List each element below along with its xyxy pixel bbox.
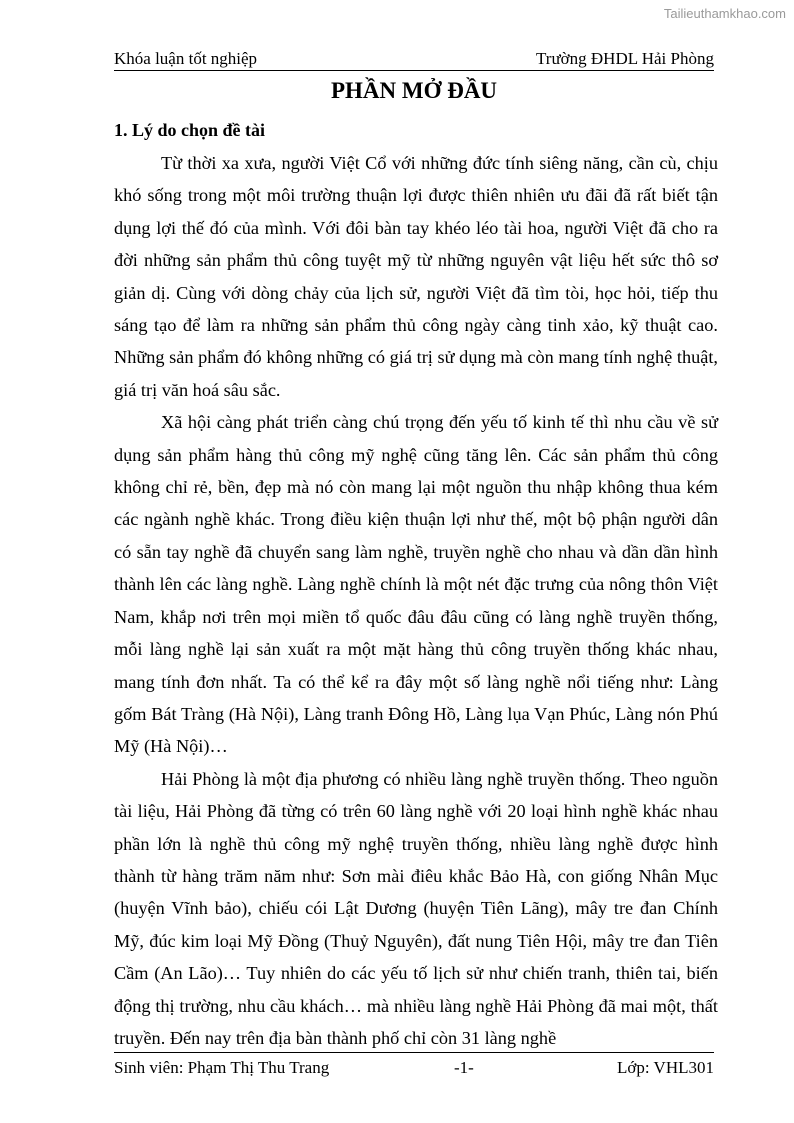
paragraph-2: Xã hội càng phát triển càng chú trọng đến yếu tố kinh tế thì nhu cầu về sử dụng sản phẩm hàng thủ công mỹ nghệ cũng tăng lên. Các sản phẩm thủ công không chỉ rẻ, bền, đẹp mà nó còn mang lại một nguồn thu nhập không thua kém các ngành nghề khác. Trong điều kiện thuận lợi như thế, một bộ phận người dân có sẵn tay nghề đã chuyển sang làm nghề, truyền nghề cho nhau và dần dần hình thành lên các làng nghề. Làng nghề chính là một nét đặc trưng của nông thôn Việt Nam, khắp nơi trên mọi miền tổ quốc đâu đâu cũng có làng nghề truyền thống, mỗi làng nghề lại sản xuất ra một mặt hàng thủ công truyền thống khác nhau, mang tính đơn nhất. Ta có thể kể ra đây một số làng nghề nổi tiếng như: Làng gốm Bát Tràng (Hà Nội), Làng tranh Đông Hồ, Làng lụa Vạn Phúc, Làng nón Phú Mỹ (Hà Nội)… — [114, 412, 718, 757]
header-thesis-label: Khóa luận tốt nghiệp — [114, 49, 258, 68]
footer-page-number: -1- — [454, 1058, 474, 1077]
footer-class: Lớp: VHL301 — [617, 1058, 714, 1077]
page-title: PHẦN MỞ ĐẦU — [330, 78, 498, 103]
watermark: Tailieuthamkhao.com — [663, 6, 786, 21]
section-heading: 1. Lý do chọn đề tài — [114, 120, 266, 140]
footer-student: Sinh viên: Phạm Thị Thu Trang — [114, 1058, 330, 1077]
paragraph-1: Từ thời xa xưa, người Việt Cổ với những đức tính siêng năng, cần cù, chịu khó sống trong một môi trường thuận lợi được thiên nhiên ưu đãi đã rất biết tận dụng lợi thế đó của mình. Với đôi bàn tay khéo léo tài hoa, người Việt đã cho ra đời những sản phẩm thủ công tuyệt mỹ từ những nguyên vật liệu hết sức thô sơ giản dị. Cùng với dòng chảy của lịch sử, người Việt đã tìm tòi, học hỏi, tiếp thu sáng tạo để làm ra những sản phẩm thủ công ngày càng tinh xảo, kỹ thuật cao. Những sản phẩm đó không những có giá trị sử dụng mà còn mang tính nghệ thuật, giá trị văn hoá sâu sắc. — [114, 153, 718, 400]
header-university: Trường ĐHDL Hải Phòng — [536, 49, 714, 68]
page-header — [114, 48, 714, 71]
paragraph-3: Hải Phòng là một địa phương có nhiều làng nghề truyền thống. Theo nguồn tài liệu, Hải Phòng đã từng có trên 60 làng nghề với 20 loại hình nghề khác nhau phần lớn là nghề thủ công mỹ nghệ truyền thống, nhiều làng nghề được hình thành từ hàng trăm năm như: Sơn mài điêu khắc Bảo Hà, con giống Nhân Mục (huyện Vĩnh bảo), chiếu cói Lật Dương (huyện Tiên Lãng), mây tre đan Chính Mỹ, đúc kim loại Mỹ Đồng (Thuỷ Nguyên), đất nung Tiên Hội, mây tre đan Tiên Cầm (An Lão)… Tuy nhiên do các yếu tố lịch sử như chiến tranh, thiên tai, biến động thị trường, nhu cầu khách… mà nhiều làng nghề Hải Phòng đã mai một, thất truyền. Đến nay trên địa bàn thành phố chỉ còn 31 làng nghề — [114, 768, 718, 1048]
body-text — [114, 147, 718, 1054]
page-footer — [114, 1052, 714, 1079]
